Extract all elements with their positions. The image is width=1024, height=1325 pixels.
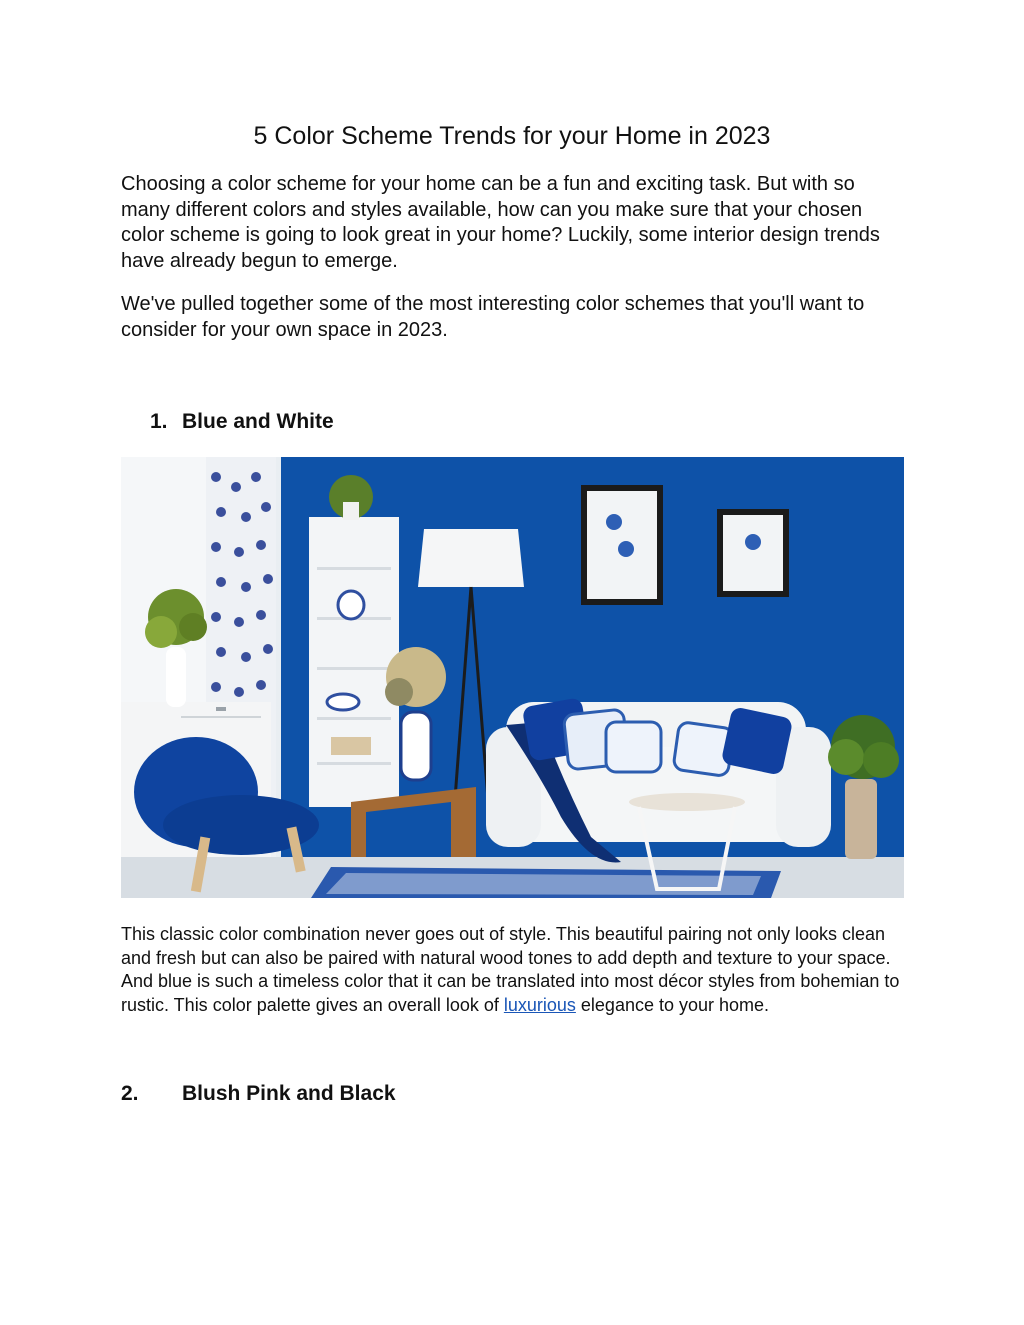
section-title: Blush Pink and Black (182, 1082, 396, 1105)
section-number: 2. (121, 1082, 139, 1105)
page-title: 5 Color Scheme Trends for your Home in 2023 (253, 122, 771, 150)
luxurious-link[interactable]: luxurious (503, 994, 576, 1015)
section-1-text: This classic color combination never goes out of style. This beautiful pairing not only looks clean and fresh but can also be paired with natural wood tones to add depth and texture to your space. And blue is such a timeless color that it can be translated into most décor styles from bohemian to rustic. This color palette gives an overall look of (121, 924, 900, 1015)
section-heading-1 (150, 409, 334, 435)
section-number: 1. (150, 410, 168, 433)
section-heading-2 (121, 1081, 396, 1107)
intro-paragraph-1: Choosing a color scheme for your home can be a fun and exciting task. But with so many different colors and styles available, how can you make sure that your chosen color scheme is going to look great in your home? Luckily, some interior design trends have already begun to emerge. (121, 173, 880, 272)
section-1-text-end: elegance to your home. (575, 994, 770, 1015)
section-title: Blue and White (182, 410, 334, 433)
section-1-body (121, 923, 904, 1017)
intro-paragraph-2: We've pulled together some of the most interesting color schemes that you'll want to consider for your own space in 2023. (121, 293, 865, 341)
blue-white-living-room-photo (121, 457, 904, 898)
